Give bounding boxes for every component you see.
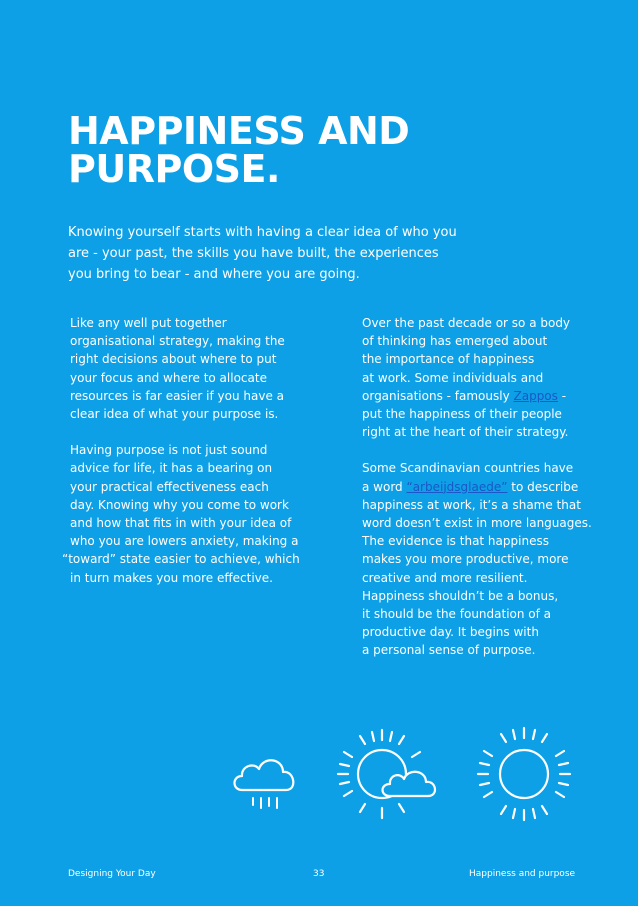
right-para1-line: of thinking has emerged about: [362, 334, 548, 349]
right-para2-line: word doesn’t exist in more languages.: [362, 516, 592, 531]
left-para2-line: in turn makes you more effective.: [70, 570, 273, 585]
left-para2-line: Having purpose is not just sound: [70, 443, 268, 458]
right-para1-line: the importance of happiness: [362, 352, 535, 367]
zappos-link[interactable]: Zappos: [513, 388, 558, 403]
left-para1-line: your focus and where to allocate: [70, 370, 267, 385]
right-para2-line: happiness at work, it’s a shame that: [362, 497, 581, 512]
right-para2-link-line: [362, 478, 612, 496]
left-para2-line: and how that fits in with your idea of: [70, 516, 292, 531]
left-para2-line: your practical effectiveness each: [70, 479, 269, 494]
left-para2-line: who you are lowers anxiety, making a: [70, 534, 299, 549]
rain-cloud-icon: [228, 742, 304, 824]
intro-paragraph: [68, 222, 468, 285]
paragraph-gap: [362, 441, 612, 459]
right-para2-line: a personal sense of purpose.: [362, 643, 536, 658]
sun-behind-cloud-icon: [332, 722, 444, 828]
footer-document-title: Designing Your Day: [68, 869, 156, 879]
intro-line: you bring to bear - and where you are going.: [68, 267, 360, 282]
right-para2-line: makes you more productive, more: [362, 552, 569, 567]
left-para1-line: resources is far easier if you have a: [70, 388, 284, 403]
right-para1-line: at work. Some individuals and: [362, 370, 544, 385]
left-para2-line: advice for life, it has a bearing on: [70, 461, 273, 476]
title-line-1: HAPPINESS AND: [68, 109, 410, 153]
right-para2-line: Some Scandinavian countries have: [362, 461, 574, 476]
title-line-2: PURPOSE.: [68, 147, 280, 191]
page-number: 33: [313, 869, 325, 879]
paragraph-gap: [70, 423, 320, 441]
link-line-suffix: -: [557, 388, 567, 403]
arbeijdsglaede-link[interactable]: “arbeijdsglaede”: [406, 479, 508, 494]
link-line-prefix: organisations - famously: [362, 388, 514, 403]
link-line-prefix: a word: [362, 479, 407, 494]
right-para2-line: creative and more resilient.: [362, 570, 528, 585]
sun-icon: [470, 722, 578, 828]
left-para2-line: “toward” state easier to achieve, which: [62, 552, 300, 567]
page-title: [68, 109, 488, 191]
intro-line: Knowing yourself starts with having a clear idea of who you: [68, 225, 457, 240]
right-column: [362, 314, 612, 660]
left-para1-line: organisational strategy, making the: [70, 334, 285, 349]
left-para2-line: day. Knowing why you come to work: [70, 497, 289, 512]
footer-section-title: Happiness and purpose: [469, 869, 576, 879]
intro-line: are - your past, the skills you have built, the experiences: [68, 246, 439, 261]
right-para2-line: productive day. It begins with: [362, 625, 539, 640]
right-para1-line: put the happiness of their people: [362, 407, 562, 422]
left-para1-line: clear idea of what your purpose is.: [70, 407, 279, 422]
weather-icons: [228, 722, 578, 832]
right-para2-line: The evidence is that happiness: [362, 534, 549, 549]
left-column: [62, 314, 320, 587]
left-para1-line: right decisions about where to put: [70, 352, 277, 367]
right-para1-line: right at the heart of their strategy.: [362, 425, 569, 440]
left-para1-line: Like any well put together: [70, 316, 227, 330]
right-para1-link-line: [362, 387, 612, 405]
link-line-suffix: to describe: [507, 479, 579, 494]
right-para2-line: it should be the foundation of a: [362, 607, 552, 622]
right-para2-line: Happiness shouldn’t be a bonus,: [362, 588, 559, 603]
right-para1-line: Over the past decade or so a body: [362, 316, 571, 330]
